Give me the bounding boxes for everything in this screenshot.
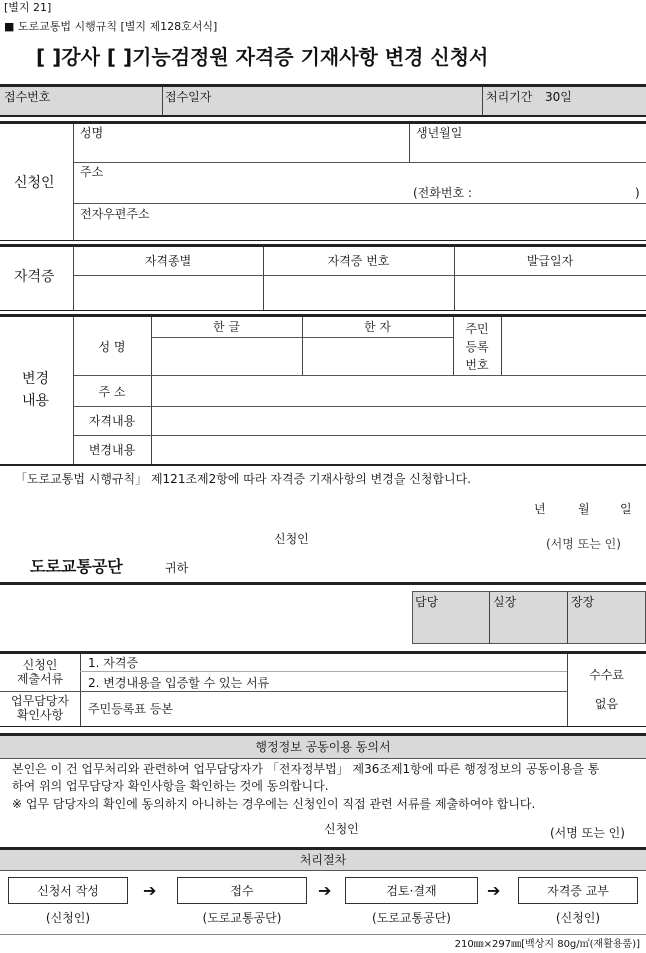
change-name-label: 성 명	[98, 340, 126, 354]
consent-line-3: ※ 업무 담당자의 확인에 동의하지 아니하는 경우에는 신청인이 직접 관련 서류를 제출하여야 합니다.	[12, 797, 536, 811]
arrow-icon: ➔	[143, 881, 157, 900]
applicant-address-label: 주소	[80, 165, 104, 179]
form-title: [ ]강사 [ ]기능검정원 자격증 기재사항 변경 신청서	[36, 45, 489, 69]
applicant-name-label: 성명	[80, 126, 104, 140]
procedure-step-1-actor: (신청인)	[45, 911, 91, 925]
change-license-content-label: 자격내용	[88, 414, 136, 428]
receipt-number-label: 접수번호	[4, 90, 51, 104]
approval-box	[412, 591, 646, 644]
recipient-suffix: 귀하	[165, 561, 189, 575]
change-section-label-2: 내용	[22, 393, 50, 409]
change-rrn-label-3: 번호	[465, 358, 489, 372]
approval-director: 장장	[571, 595, 595, 609]
submit-doc-item-1: 1. 자격증	[88, 656, 139, 670]
check-label-1: 업무담당자	[11, 694, 69, 708]
submit-doc-item-2: 2. 변경내용을 입증할 수 있는 서류	[88, 676, 270, 690]
procedure-step-4-label: 자격증 교부	[547, 884, 609, 898]
procedure-step-3-label: 검토·결재	[386, 884, 437, 898]
procedure-step-4	[518, 877, 638, 904]
processing-period-label: 처리기간	[486, 90, 533, 104]
procedure-step-2-actor: (도로교통공단)	[202, 911, 282, 925]
application-statement: 「도로교통법 시행규칙」 제121조제2항에 따라 자격증 기재사항의 변경을 신청합니다.	[15, 472, 472, 486]
fee-value: 없음	[594, 697, 619, 711]
procedure-title: 처리절차	[299, 853, 347, 867]
procedure-step-1	[8, 877, 128, 904]
procedure-step-4-actor: (신청인)	[555, 911, 601, 925]
paper-spec: 210㎜×297㎜[백상지 80g/㎡(재활용품)]	[454, 939, 640, 950]
submit-docs-label-2: 제출서류	[16, 672, 64, 686]
consent-line-2: 하여 위의 업무담당자 확인사항을 확인하는 것에 동의합니다.	[12, 779, 329, 793]
receipt-date-label: 접수일자	[165, 90, 212, 104]
change-section-label-1: 변경	[22, 371, 50, 387]
applicant-phone-label: (전화번호 :	[413, 186, 472, 200]
consent-line-1: 본인은 이 건 업무처리와 관련하여 업무담당자가 「전자정부법」 제36조제1항에 따른 행정정보의 공동이용을 통	[12, 762, 600, 776]
check-item: 주민등록표 등본	[88, 702, 173, 716]
date-month: 월	[578, 502, 590, 516]
sign-hint: (서명 또는 인)	[546, 537, 621, 551]
procedure-step-2-label: 접수	[230, 884, 254, 898]
change-hanja-header: 한 자	[364, 320, 391, 334]
signer-label: 신청인	[274, 532, 309, 546]
consent-signer-label: 신청인	[324, 822, 359, 836]
license-type-header: 자격종별	[144, 254, 192, 268]
approval-chief: 실장	[493, 595, 517, 609]
procedure-step-3	[345, 877, 478, 904]
arrow-icon: ➔	[318, 881, 332, 900]
date-day: 일	[620, 502, 632, 516]
arrow-icon: ➔	[487, 881, 501, 900]
license-issue-header: 발급일자	[526, 254, 574, 268]
change-address-label: 주 소	[98, 385, 126, 399]
regulation-label: ■ 도로교통법 시행규칙 [별지 제128호서식]	[4, 20, 218, 33]
approval-staff: 담당	[415, 595, 439, 609]
change-rrn-label-2: 등록	[465, 340, 489, 354]
applicant-email-label: 전자우편주소	[80, 207, 150, 221]
recipient-name: 도로교통공단	[30, 557, 123, 576]
license-number-header: 자격증 번호	[327, 254, 390, 268]
processing-period-value: 30일	[545, 90, 572, 104]
applicant-birth-label: 생년월일	[416, 126, 463, 140]
consent-title: 행정정보 공동이용 동의서	[255, 740, 391, 754]
check-label-2: 확인사항	[16, 708, 64, 722]
procedure-step-3-actor: (도로교통공단)	[372, 911, 451, 925]
date-year: 년	[534, 502, 546, 516]
procedure-step-1-label: 신청서 작성	[37, 884, 99, 898]
submit-docs-label-1: 신청인	[22, 658, 58, 672]
change-hangul-header: 한 글	[213, 320, 240, 334]
fee-label: 수수료	[589, 668, 624, 682]
applicant-phone-close: )	[635, 186, 640, 200]
license-section-label: 자격증	[14, 269, 55, 285]
annex-label: [별지 21]	[4, 1, 52, 14]
change-content-label: 변경내용	[88, 443, 136, 457]
procedure-step-2	[177, 877, 307, 904]
change-rrn-label-1: 주민	[465, 322, 489, 336]
applicant-section-label: 신청인	[14, 175, 55, 191]
consent-sign-hint: (서명 또는 인)	[550, 826, 625, 840]
